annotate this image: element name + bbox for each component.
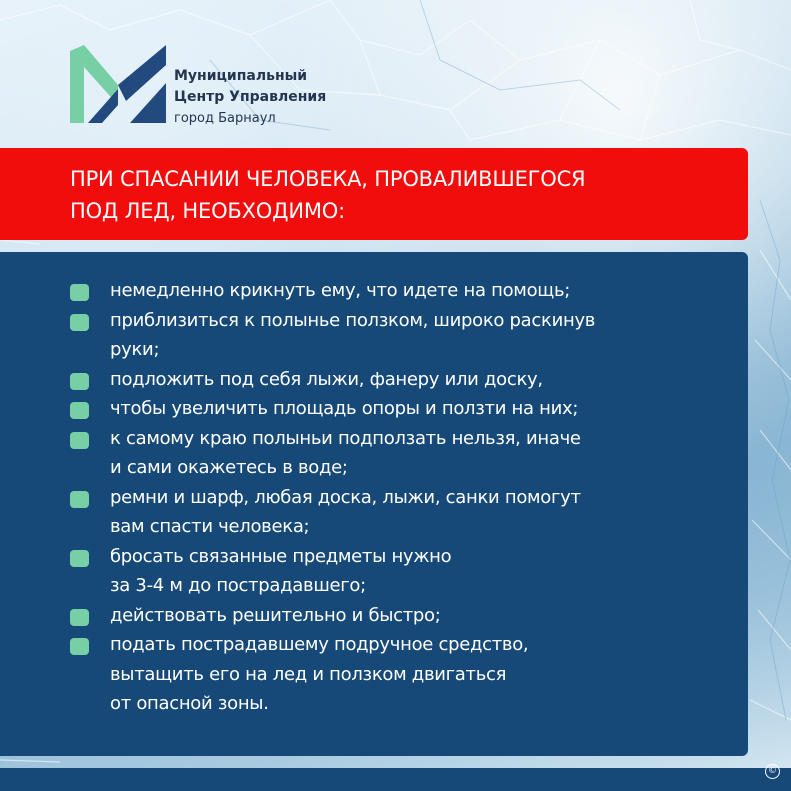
list-item-text: к самому краю полыньи подползать нельзя, иначе: [110, 427, 581, 449]
list-item: [70, 542, 595, 601]
municipal-center-logo: [70, 45, 166, 123]
organization-name: [174, 66, 326, 129]
bullet-marker: [70, 550, 89, 567]
list-item: [70, 601, 595, 631]
title-line-2: ПОД ЛЕД, НЕОБХОДИМО:: [70, 199, 345, 223]
org-name-line-2: Центр Управления: [174, 89, 327, 105]
bullet-marker: [70, 284, 89, 301]
bullet-marker: [70, 314, 89, 331]
bullet-marker: [70, 373, 89, 390]
list-item-text: чтобы увеличить площадь опоры и ползти на них;: [110, 398, 579, 419]
list-item: [70, 276, 595, 306]
list-item: [70, 630, 595, 719]
org-city: город Барнаул: [174, 111, 276, 126]
list-item: [70, 424, 595, 483]
list-item-text: вытащить его на лед и ползком двигаться: [110, 663, 507, 685]
list-item-text: вам спасти человека;: [110, 516, 310, 537]
bullet-marker: [70, 638, 89, 655]
copyright-mark: ©: [765, 764, 780, 779]
title-banner: [0, 148, 748, 240]
list-item-text: немедленно крикнуть ему, что идете на помощь;: [110, 280, 571, 301]
instructions-list: [70, 276, 595, 719]
list-item: [70, 306, 595, 365]
list-item: [70, 483, 595, 542]
list-item-text: действовать решительно и быстро;: [110, 604, 441, 626]
list-item-text: подложить под себя лыжи, фанеру или доску,: [110, 368, 543, 390]
bullet-marker: [70, 402, 89, 419]
bottom-strip: [0, 768, 791, 791]
instructions-panel: [0, 252, 748, 756]
list-item-text: за 3-4 м до пострадавшего;: [110, 575, 366, 596]
list-item-text: подать пострадавшему подручное средство,: [110, 634, 529, 655]
list-item: [70, 394, 595, 424]
page-title: [70, 163, 585, 227]
list-item-text: от опасной зоны.: [110, 693, 269, 714]
list-item-text: бросать связанные предметы нужно: [110, 545, 452, 567]
org-name-line-1: Муниципальный: [174, 68, 308, 84]
list-item: [70, 365, 595, 395]
bullet-marker: [70, 491, 89, 508]
bullet-marker: [70, 432, 89, 449]
list-item-text: ремни и шарф, любая доска, лыжи, санки помогут: [110, 486, 581, 508]
title-line-1: ПРИ СПАСАНИИ ЧЕЛОВЕКА, ПРОВАЛИВШЕГОСЯ: [70, 167, 586, 191]
list-item-text: и сами окажетесь в воде;: [110, 457, 348, 478]
bullet-marker: [70, 609, 89, 626]
list-item-text: руки;: [110, 339, 160, 360]
list-item-text: приблизиться к полынье ползком, широко раскинув: [110, 309, 596, 331]
